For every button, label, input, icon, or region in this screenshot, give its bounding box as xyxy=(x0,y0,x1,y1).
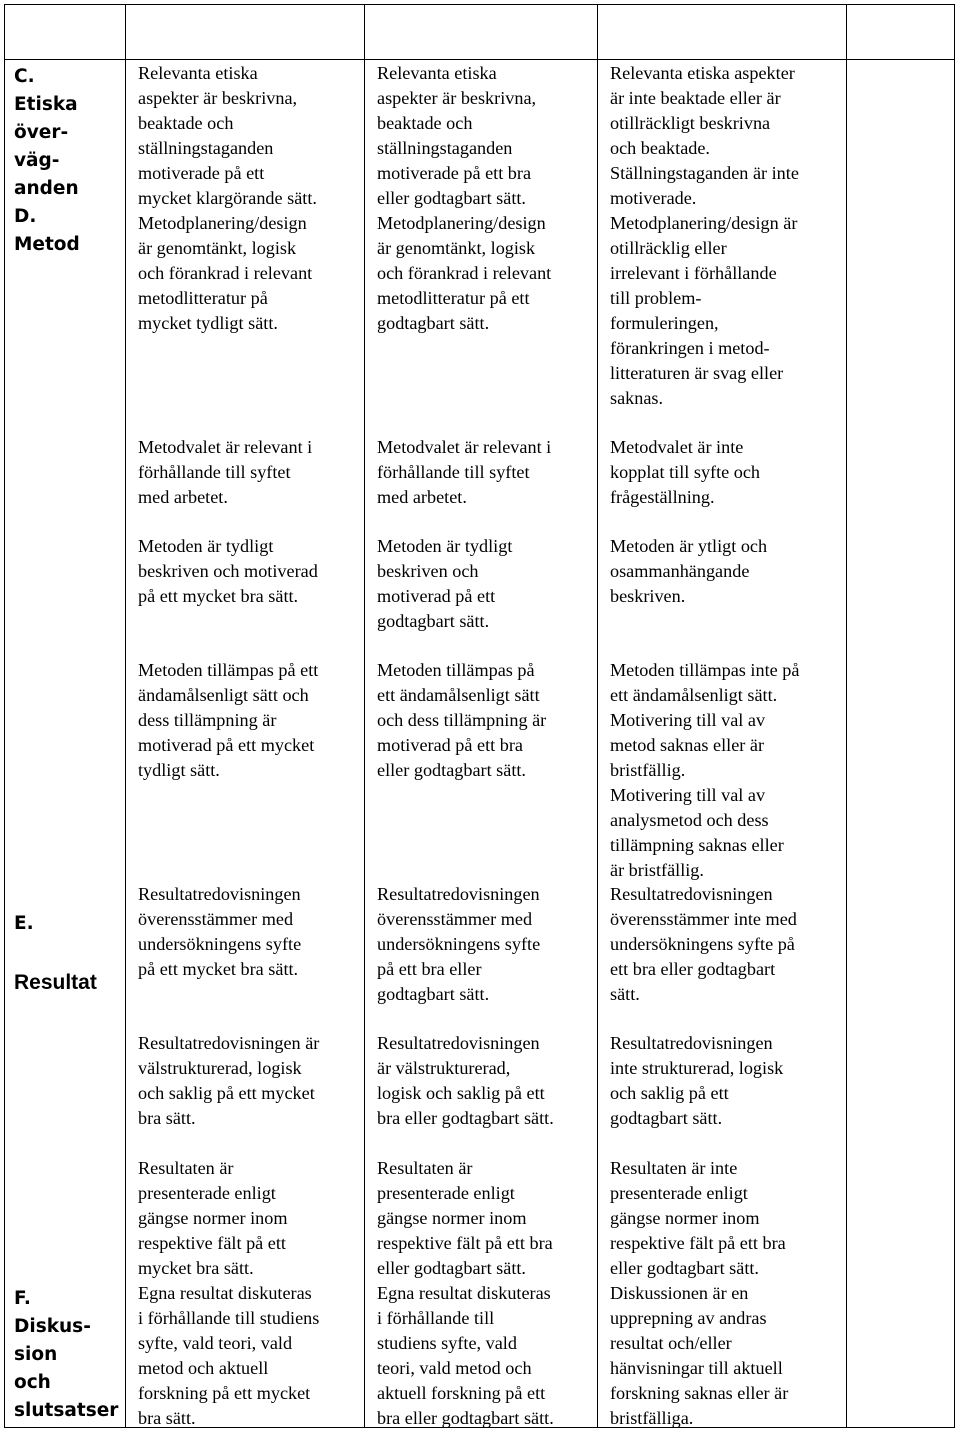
section-e-letter: E. xyxy=(14,913,34,934)
criterion-cell: Resultaten är presenterade enligt gängse normer inom respektive fält på ett mycket bra sätt. Egna resultat diskuteras i förhållande till studiens syfte, vald teori, vald metod och aktuell forskning på ett mycket bra sätt. xyxy=(138,1158,320,1428)
criterion-cell: Relevanta etiska aspekter är beskrivna, beaktade och ställningstaganden motiverade på ett bra eller godtagbart sätt. Metodplanering/design är genomtänkt, logisk och förankrad i relevant metodlitteratur på ett godtagbart sätt. xyxy=(377,63,552,333)
criterion-cell: Metodvalet är relevant i förhållande till syftet med arbetet. xyxy=(138,437,313,507)
criteria-table xyxy=(4,4,955,1428)
header-row-divider xyxy=(5,59,954,60)
criterion-cell: Relevanta etiska aspekter är beskrivna, beaktade och ställningstaganden motiverade på ett mycket klargörande sätt. Metodplanering/design är genomtänkt, logisk och förankrad i relevant metodlitteratur på mycket tydligt sätt. xyxy=(138,63,317,333)
section-e-word: Resultat xyxy=(14,971,97,994)
criterion-cell: Metodvalet är inte kopplat till syfte och frågeställning. xyxy=(610,437,761,507)
criterion-cell: Resultatredovisningen överensstämmer med undersökningens syfte på ett bra eller godtagbart sätt. xyxy=(377,884,541,1004)
section-c-d-title: C. Etiska över- väg- anden D. Metod xyxy=(14,66,80,255)
criterion-cell: Metoden tillämpas på ett ändamålsenligt sätt och dess tillämpning är motiverad på ett bra eller godtagbart sätt. xyxy=(377,660,547,780)
criterion-cell: Metoden tillämpas på ett ändamålsenligt sätt och dess tillämpning är motiverad på ett mycket tydligt sätt. xyxy=(138,660,319,780)
criterion-cell: Metodvalet är relevant i förhållande till syftet med arbetet. xyxy=(377,437,552,507)
section-f-title: F. Diskus- sion och slutsatser xyxy=(14,1288,119,1421)
criterion-cell: Resultatredovisningen är välstrukturerad, logisk och saklig på ett bra eller godtagbart sätt. xyxy=(377,1033,554,1128)
column-divider xyxy=(125,5,126,1427)
column-divider xyxy=(364,5,365,1427)
section-e-title xyxy=(14,879,97,999)
criterion-cell: Relevanta etiska aspekter är inte beaktade eller är otillräckligt beskrivna och beaktade. Ställningstaganden är inte motiverade. Metodplanering/design är otillräcklig eller irrelevant i förhållande till problem- formuleringen, förankringen i metod- litteraturen är svag eller saknas. xyxy=(610,63,799,408)
criterion-cell: Metoden är tydligt beskriven och motiverad på ett mycket bra sätt. xyxy=(138,536,318,606)
criterion-cell: Metoden är ytligt och osammanhängande beskriven. xyxy=(610,536,768,606)
criterion-cell: Resultatredovisningen är välstrukturerad, logisk och saklig på ett mycket bra sätt. xyxy=(138,1033,320,1128)
criterion-cell: Resultaten är inte presenterade enligt gängse normer inom respektive fält på ett bra eller godtagbart sätt. Diskussionen är en upprepning av andras resultat och/eller hänvisningar till aktuell forskning saknas eller är bristfälliga. xyxy=(610,1158,789,1428)
criterion-cell: Resultatredovisningen överensstämmer inte med undersökningens syfte på ett bra eller godtagbart sätt. xyxy=(610,884,797,1004)
criterion-cell: Resultatredovisningen inte strukturerad, logisk och saklig på ett godtagbart sätt. xyxy=(610,1033,784,1128)
criterion-cell: Resultatredovisningen överensstämmer med undersökningens syfte på ett mycket bra sätt. xyxy=(138,884,302,979)
criterion-cell: Metoden är tydligt beskriven och motiverad på ett godtagbart sätt. xyxy=(377,536,513,631)
column-divider xyxy=(846,5,847,1427)
criterion-cell: Metoden tillämpas inte på ett ändamålsenligt sätt. Motivering till val av metod saknas eller är bristfällig. Motivering till val av analysmetod och dess tillämpning saknas eller är bristfällig. xyxy=(610,660,800,880)
criterion-cell: Resultaten är presenterade enligt gängse normer inom respektive fält på ett bra eller godtagbart sätt. Egna resultat diskuteras i förhållande till studiens syfte, vald teori, vald metod och aktuell forskning på ett bra eller godtagbart sätt. xyxy=(377,1158,554,1428)
column-divider xyxy=(597,5,598,1427)
